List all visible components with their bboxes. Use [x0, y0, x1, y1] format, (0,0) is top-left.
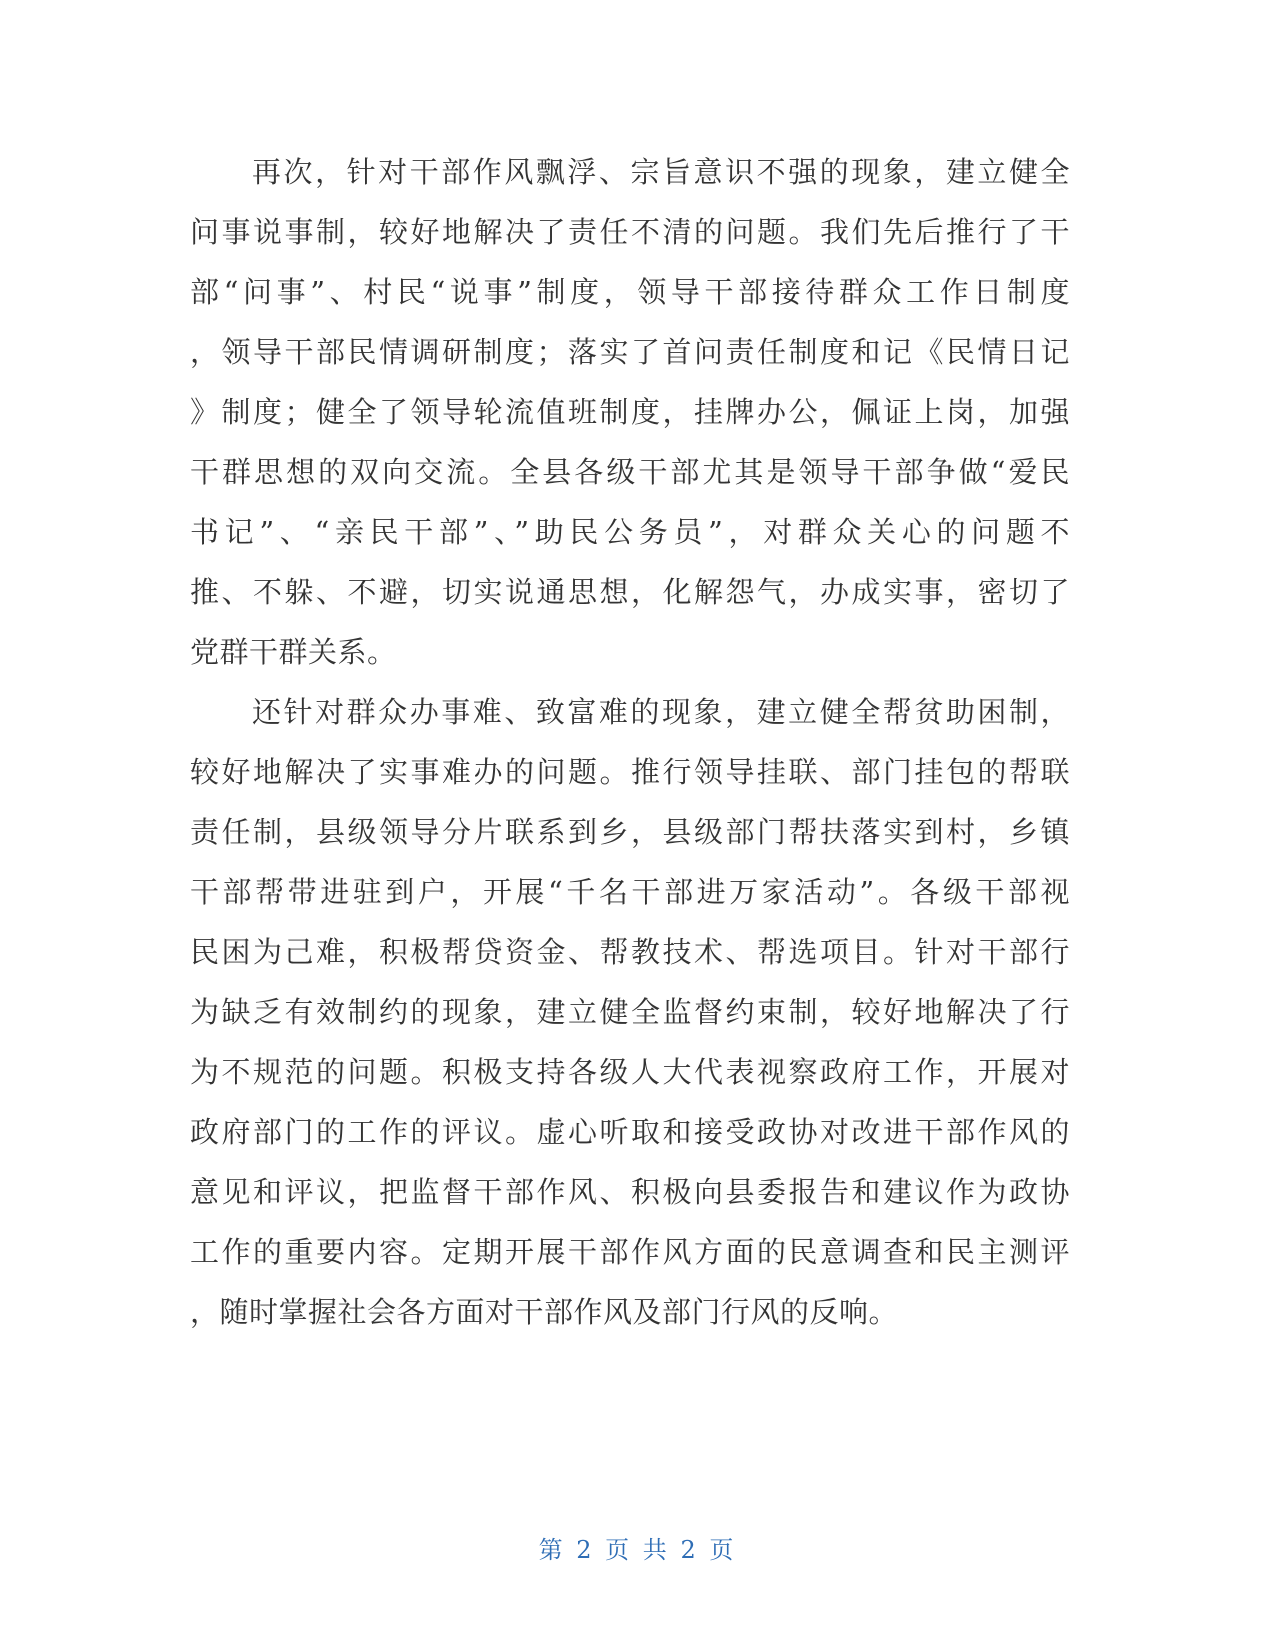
paragraph-2-line-1: 还针对群众办事难、致富难的现象，建立健全帮贫助困制， — [252, 695, 1070, 729]
paragraph-1-line-1: 再次，针对干部作风飘浮、宗旨意识不强的现象，建立健全 — [252, 155, 1070, 189]
paragraph-2-line-8: 政府部门的工作的评议。虚心听取和接受政协对改进干部作风的 — [190, 1115, 1070, 1149]
paragraph-2-line-11: ，随时掌握社会各方面对干部作风及部门行风的反响。 — [190, 1295, 899, 1329]
paragraph-2-line-9: 意见和评议，把监督干部作风、积极向县委报告和建议作为政协 — [190, 1175, 1070, 1209]
paragraph-1-line-4: ，领导干部民情调研制度；落实了首问责任制度和记《民情日记 — [190, 335, 1070, 369]
paragraph-1-line-6: 干群思想的双向交流。全县各级干部尤其是领导干部争做“爱民 — [190, 455, 1070, 489]
page-number-footer: 第 2 页 共 2 页 — [538, 1536, 737, 1564]
paragraph-2-line-2: 较好地解决了实事难办的问题。推行领导挂联、部门挂包的帮联 — [190, 755, 1070, 789]
paragraph-1-line-3: 部“问事”、村民“说事”制度，领导干部接待群众工作日制度 — [190, 275, 1070, 309]
paragraph-2-line-5: 民困为己难，积极帮贷资金、帮教技术、帮选项目。针对干部行 — [190, 935, 1070, 969]
paragraph-1-line-7: 书记”、“亲民干部”、”助民公务员”，对群众关心的问题不 — [190, 515, 1070, 549]
paragraph-1-line-9: 党群干群关系。 — [190, 635, 397, 669]
paragraph-2-line-10: 工作的重要内容。定期开展干部作风方面的民意调查和民主测评 — [190, 1235, 1070, 1269]
paragraph-2-line-3: 责任制，县级领导分片联系到乡，县级部门帮扶落实到村，乡镇 — [190, 815, 1070, 849]
body-text — [190, 142, 1070, 1342]
paragraph-2-line-7: 为不规范的问题。积极支持各级人大代表视察政府工作，开展对 — [190, 1055, 1070, 1089]
paragraph-2-line-4: 干部帮带进驻到户，开展“千名干部进万家活动”。各级干部视 — [190, 875, 1070, 909]
paragraph-1-line-8: 推、不躲、不避，切实说通思想，化解怨气，办成实事，密切了 — [190, 575, 1070, 609]
paragraph-1-line-5: 》制度；健全了领导轮流值班制度，挂牌办公，佩证上岗，加强 — [190, 395, 1070, 429]
paragraph-2-line-6: 为缺乏有效制约的现象，建立健全监督约束制，较好地解决了行 — [190, 995, 1070, 1029]
paragraph-1-line-2: 问事说事制，较好地解决了责任不清的问题。我们先后推行了干 — [190, 215, 1070, 249]
